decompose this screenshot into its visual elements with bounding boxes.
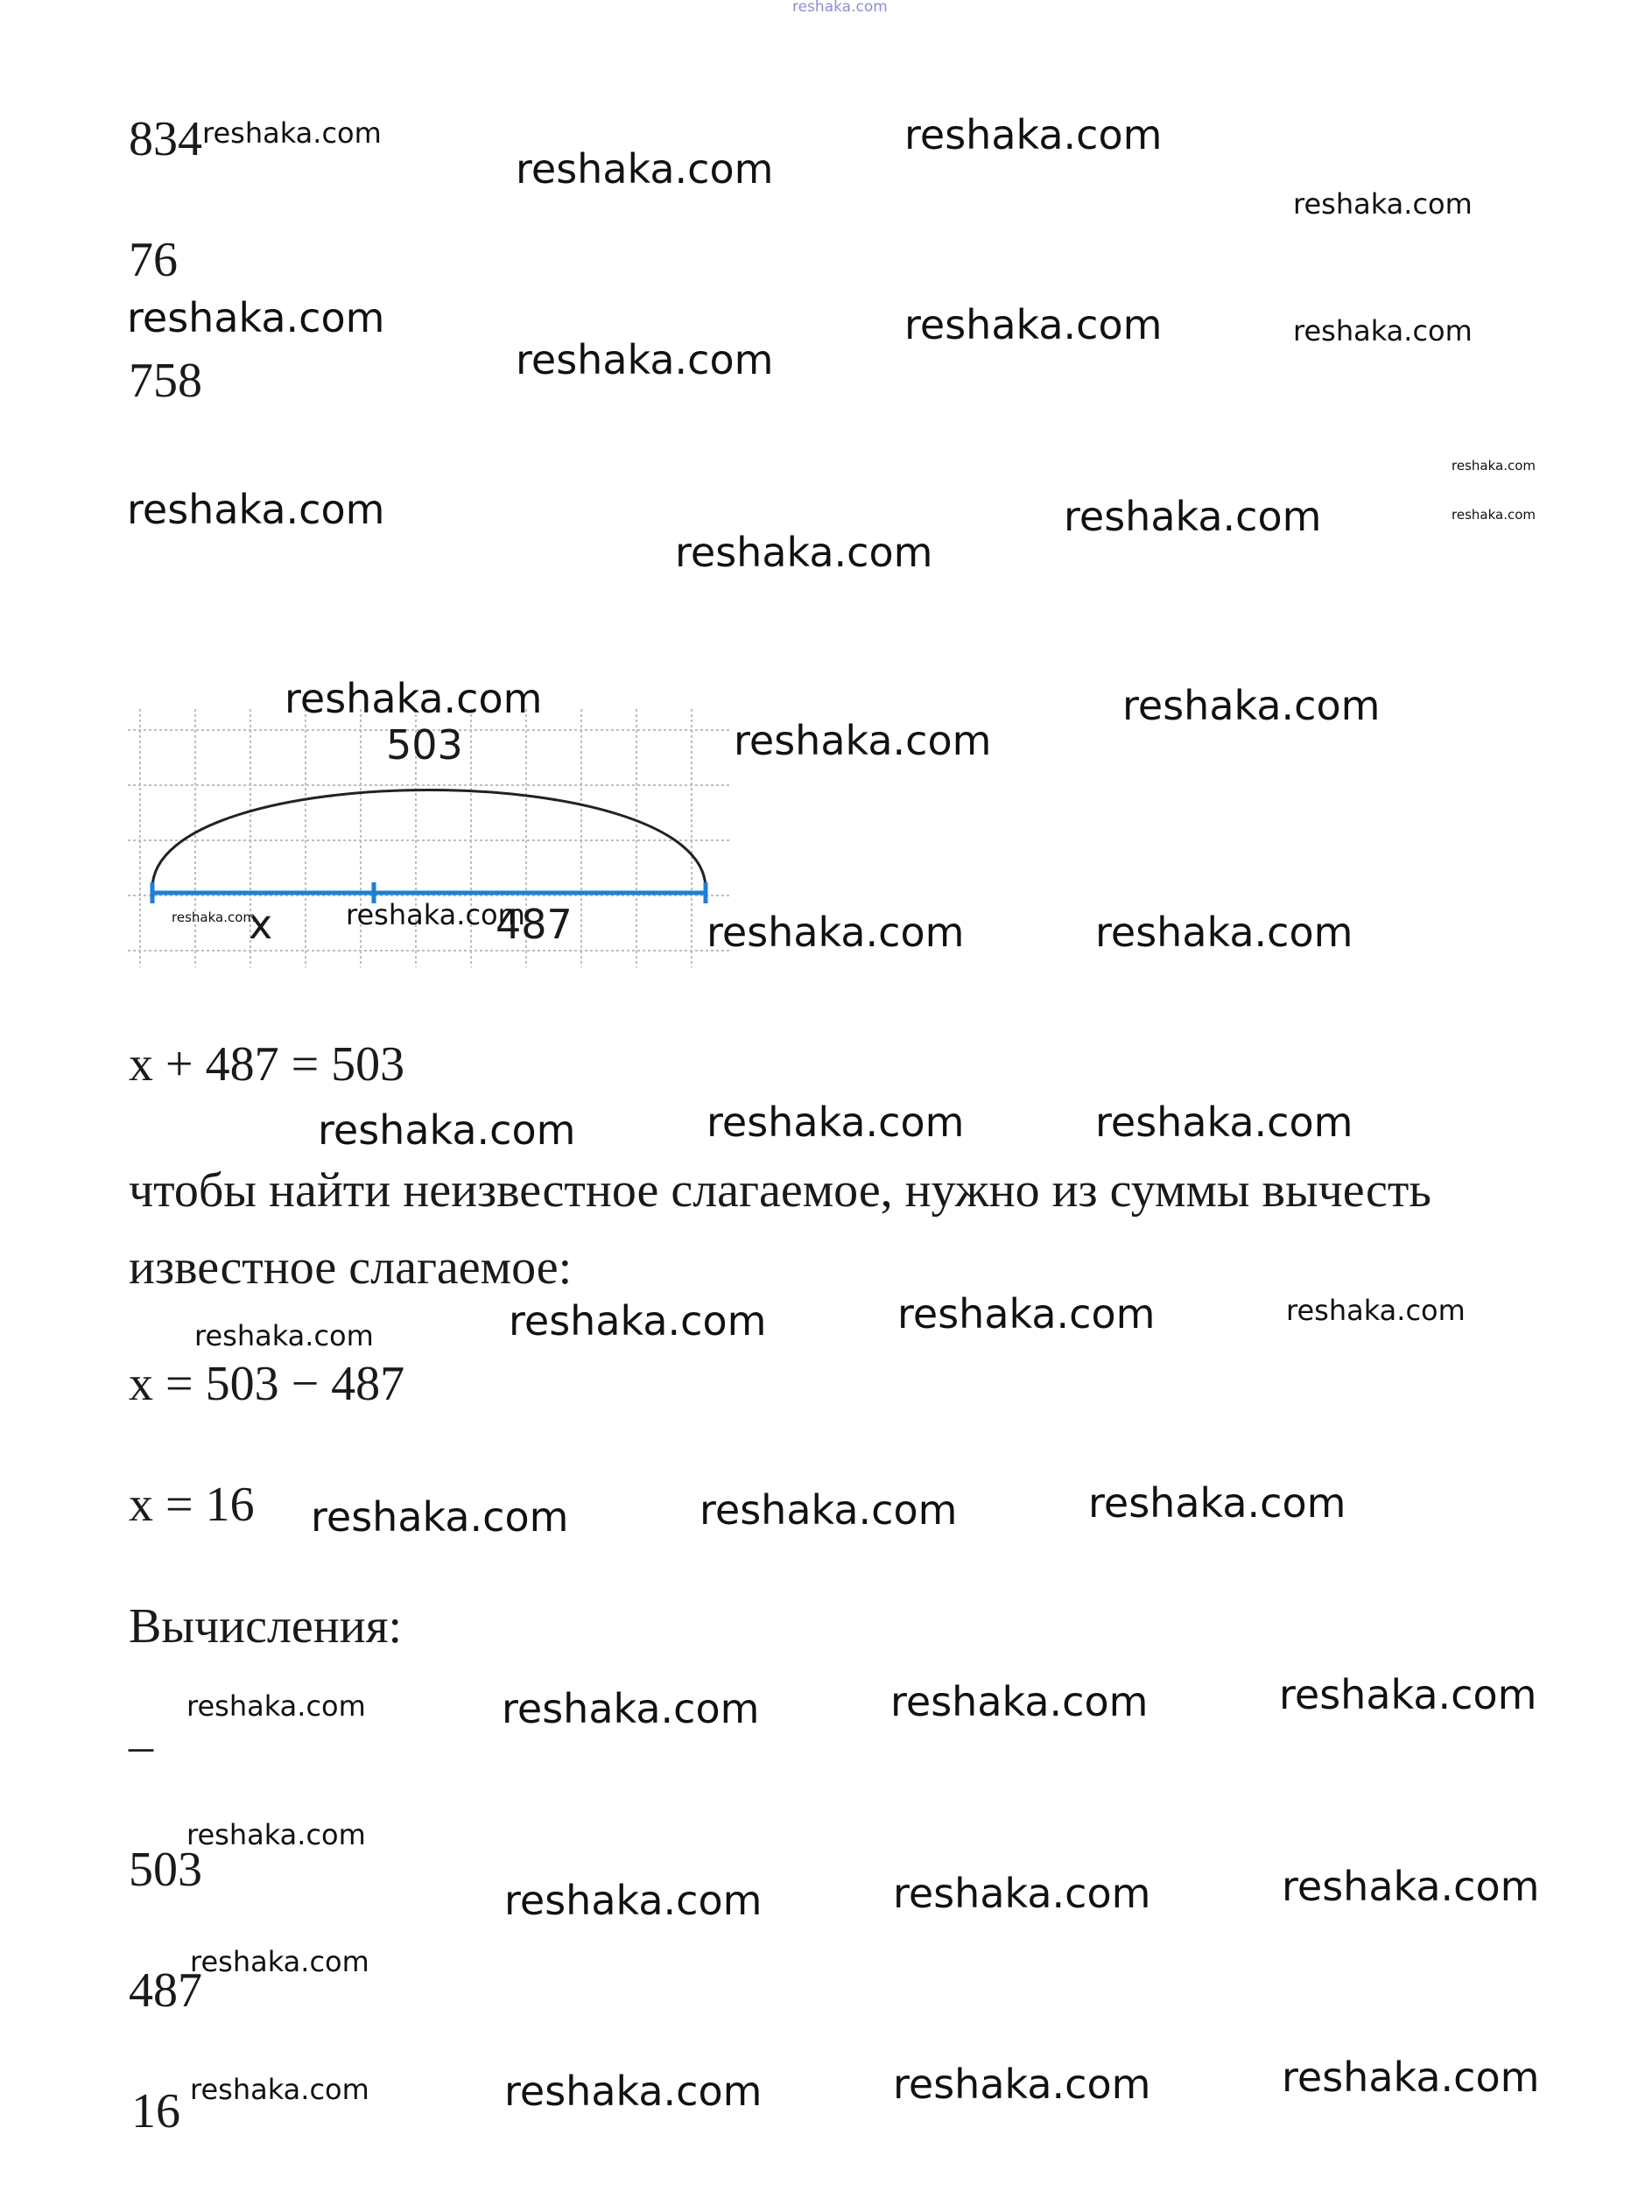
calc-subtrahend: 487 xyxy=(129,1963,202,2018)
watermark: reshaka.com xyxy=(734,717,992,764)
label-unknown: x xyxy=(249,901,273,948)
watermark: reshaka.com xyxy=(285,675,543,722)
rule-text: чтобы найти неизвестное слагаемое, нужно из суммы вычесть известное слагаемое: xyxy=(129,1163,1431,1295)
segment-diagram xyxy=(128,709,741,972)
equation: x + 487 = 503 xyxy=(129,1037,405,1092)
watermark: reshaka.com xyxy=(1286,1294,1466,1327)
watermark: reshaka.com xyxy=(904,111,1163,158)
watermark: reshaka.com xyxy=(502,1685,760,1732)
watermark: reshaka.com xyxy=(127,486,385,533)
watermark: reshaka.com xyxy=(893,1870,1151,1917)
label-known: 487 xyxy=(496,901,573,948)
watermark: reshaka.com xyxy=(516,336,774,383)
watermark: reshaka.com xyxy=(1452,507,1536,523)
watermark: reshaka.com xyxy=(1282,2054,1540,2101)
calc-heading: Вычисления: xyxy=(129,1599,403,1654)
minus-sign: _ xyxy=(129,1703,153,1757)
watermark: reshaka.com xyxy=(318,1106,576,1154)
watermark: reshaka.com xyxy=(186,1818,366,1851)
watermark: reshaka.com xyxy=(1095,1099,1353,1146)
watermark: reshaka.com xyxy=(127,294,385,341)
watermark: reshaka.com xyxy=(893,2061,1151,2108)
watermark: reshaka.com xyxy=(1452,458,1536,474)
watermark: reshaka.com xyxy=(890,1678,1149,1725)
watermark: reshaka.com xyxy=(1293,187,1473,221)
calc-result: 16 xyxy=(131,2084,180,2138)
watermark: reshaka.com xyxy=(346,898,525,931)
watermark: reshaka.com xyxy=(1095,909,1353,956)
sum-arc xyxy=(152,790,706,889)
watermark: reshaka.com xyxy=(1293,314,1473,348)
watermark: reshaka.com xyxy=(311,1493,569,1541)
label-total: 503 xyxy=(386,721,463,769)
watermark: reshaka.com xyxy=(190,1945,369,1978)
watermark: reshaka.com xyxy=(675,529,933,576)
watermark: reshaka.com xyxy=(202,116,382,150)
solution-step: x = 503 − 487 xyxy=(129,1357,405,1411)
watermark: reshaka.com xyxy=(1088,1479,1346,1527)
number-76: 76 xyxy=(129,233,178,287)
header-watermark: reshaka.com xyxy=(792,0,888,16)
watermark: reshaka.com xyxy=(516,145,774,193)
solution-answer: x = 16 xyxy=(129,1478,255,1532)
watermark: reshaka.com xyxy=(904,301,1163,348)
watermark: reshaka.com xyxy=(190,2073,369,2106)
watermark: reshaka.com xyxy=(706,1099,965,1146)
watermark: reshaka.com xyxy=(699,1486,958,1534)
watermark: reshaka.com xyxy=(194,1319,374,1352)
watermark: reshaka.com xyxy=(706,909,965,956)
watermark: reshaka.com xyxy=(1279,1671,1537,1718)
number-758: 758 xyxy=(129,354,202,408)
calc-minuend: 503 xyxy=(129,1843,202,1897)
watermark: reshaka.com xyxy=(509,1297,767,1345)
watermark: reshaka.com xyxy=(504,2068,763,2115)
watermark: reshaka.com xyxy=(1064,493,1322,540)
watermark: reshaka.com xyxy=(1282,1863,1540,1910)
watermark: reshaka.com xyxy=(172,909,256,925)
number-834: 834 xyxy=(129,112,202,166)
watermark: reshaka.com xyxy=(1122,682,1381,729)
watermark: reshaka.com xyxy=(897,1290,1156,1338)
watermark: reshaka.com xyxy=(504,1877,763,1924)
watermark: reshaka.com xyxy=(186,1689,366,1723)
